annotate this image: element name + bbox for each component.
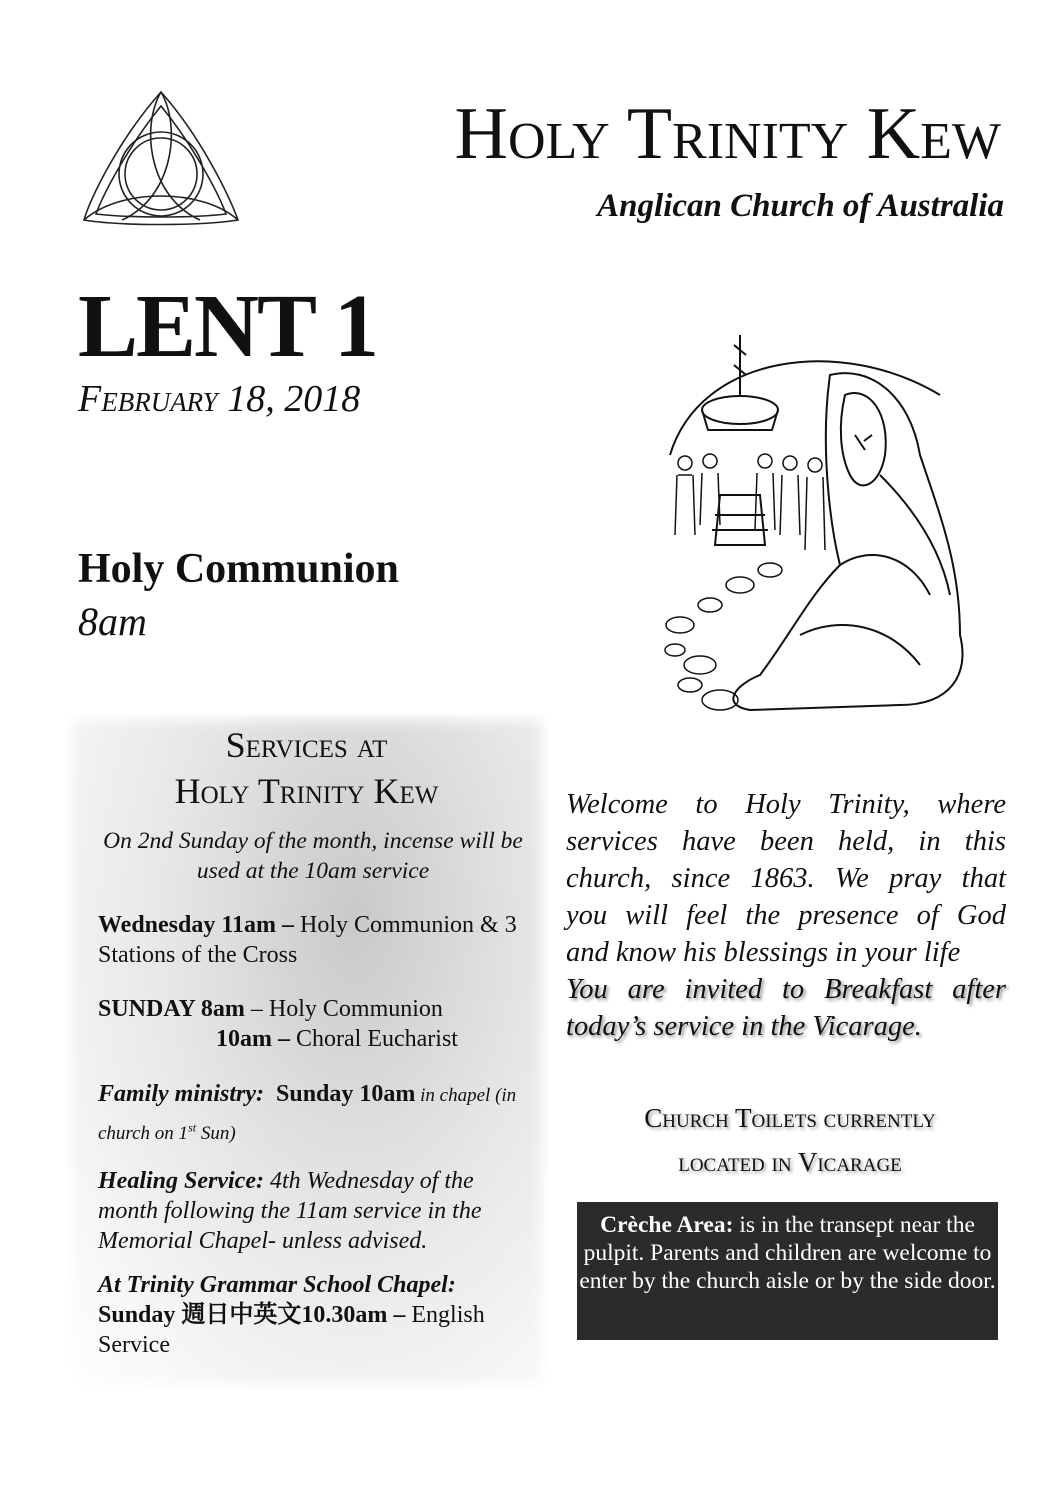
family-ministry [98, 1078, 538, 1150]
occasion-title: LENT 1 [78, 277, 377, 376]
healing-desc: 4th Wednesday of the month following the 11am service in the Memorial Chapel- unless advised. [98, 1168, 482, 1254]
breakfast-invite-line: today’s service in the Vicarage. [566, 1011, 922, 1042]
sunday-time: SUNDAY 8am [98, 996, 245, 1022]
welcome-line: services have been held, in this [566, 826, 1006, 857]
toilets-line2: located in Vicarage [678, 1147, 902, 1177]
healing-label: Healing Service: [98, 1168, 264, 1194]
family-desc: in chapel (in church on 1st Sun) [98, 1085, 517, 1145]
wednesday-service [98, 910, 538, 970]
services-box [65, 714, 548, 1390]
welcome-line: you will feel the presence of God [566, 900, 1006, 931]
sunday-desc: – Holy Communion [244, 996, 443, 1022]
service-name: Holy Communion [78, 546, 399, 592]
welcome-line: Welcome to Holy Trinity, where [566, 789, 1006, 820]
welcome-line: and know his blessings in your life [566, 937, 961, 968]
trinity-time: Sunday 週日中英文10.30am – [98, 1302, 406, 1328]
sunday-8am-service [98, 994, 538, 1024]
date-month: February [78, 378, 218, 420]
trinity-label: At Trinity Grammar School Chapel: [98, 1272, 456, 1298]
welcome-message [566, 786, 1006, 1045]
occasion-date [78, 377, 360, 421]
church-subtitle: Anglican Church of Australia [597, 188, 1004, 224]
family-label: Family ministry: [98, 1081, 265, 1107]
triquetra-icon [80, 88, 242, 230]
trinity-grammar-service [98, 1270, 538, 1360]
sunday2-desc: Choral Eucharist [290, 1026, 458, 1052]
date-rest: 18, 2018 [217, 378, 361, 420]
jesus-in-wilderness-illustration [640, 335, 980, 720]
creche-notice [577, 1202, 998, 1340]
wednesday-time: Wednesday 11am – [98, 912, 295, 938]
service-time: 8am [78, 599, 147, 644]
family-time: Sunday 10am [276, 1081, 416, 1107]
toilets-notice [565, 1096, 1015, 1184]
creche-text: is in the transept near the pulpit. Parents and children are welcome to enter by the church aisle or by the side door. [579, 1212, 996, 1294]
breakfast-invite-line: You are invited to Breakfast after [566, 974, 1006, 1005]
creche-label: Crèche Area: [600, 1212, 734, 1238]
healing-service [98, 1166, 538, 1256]
sunday-10am-service [216, 1024, 546, 1054]
church-title: Holy Trinity Kew [454, 93, 1001, 175]
wednesday-desc: Holy Communion & 3 Stations of the Cross [98, 912, 517, 968]
welcome-line: church, since 1863. We pray that [566, 863, 1006, 894]
toilets-line1: Church Toilets currently [644, 1103, 936, 1133]
services-heading-line1: Services at [225, 725, 388, 765]
trinity-desc: English Service [98, 1302, 485, 1358]
incense-note: On 2nd Sunday of the month, incense will be used at the 10am service [103, 828, 523, 884]
sunday2-time: 10am – [216, 1026, 290, 1052]
services-heading-line2: Holy Trinity Kew [174, 771, 439, 811]
